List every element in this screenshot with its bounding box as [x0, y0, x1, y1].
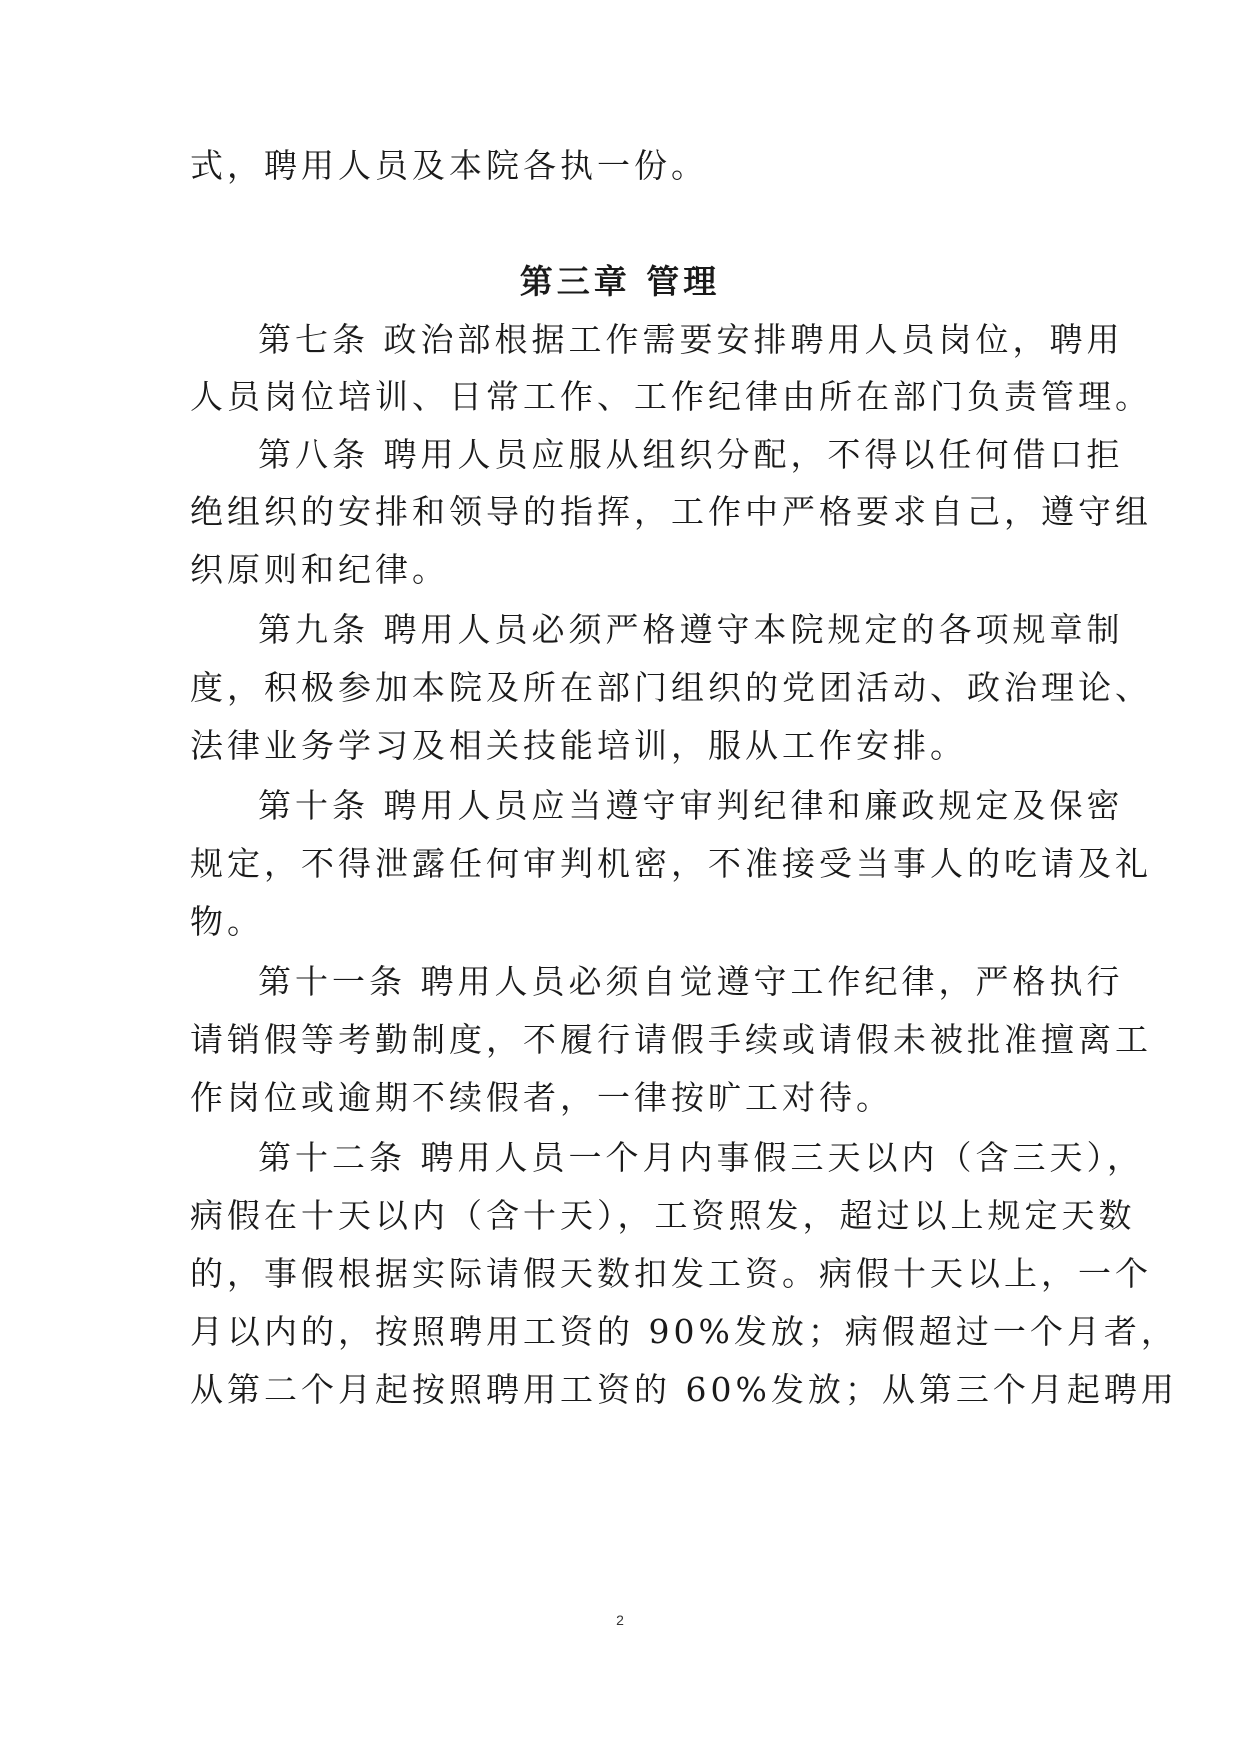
- text-line: 物。: [190, 902, 264, 941]
- text-line: 作岗位或逾期不续假者，一律按旷工对待。: [190, 1078, 893, 1117]
- text-line: 绝组织的安排和领导的指挥，工作中严格要求自己，遵守组: [190, 492, 1152, 531]
- text-line: 月以内的，按照聘用工资的 90%发放；病假超过一个月者，: [190, 1312, 1178, 1351]
- text-line: 式，聘用人员及本院各执一份。: [190, 146, 708, 185]
- text-line: 人员岗位培训、日常工作、工作纪律由所在部门负责管理。: [190, 377, 1152, 416]
- chapter-heading: 第三章 管理: [519, 262, 721, 301]
- page-number: 2: [616, 1612, 624, 1628]
- text-line: 规定，不得泄露任何审判机密，不准接受当事人的吃请及礼: [190, 844, 1152, 883]
- text-line: 第七条 政治部根据工作需要安排聘用人员岗位，聘用: [258, 320, 1124, 359]
- text-line: 从第二个月起按照聘用工资的 60%发放；从第三个月起聘用: [190, 1370, 1178, 1409]
- text-line: 织原则和纪律。: [190, 550, 449, 589]
- text-line: 度，积极参加本院及所在部门组织的党团活动、政治理论、: [190, 668, 1152, 707]
- text-line: 第八条 聘用人员应服从组织分配，不得以任何借口拒: [258, 435, 1124, 474]
- text-line: 第十条 聘用人员应当遵守审判纪律和廉政规定及保密: [258, 786, 1124, 825]
- text-line: 第十一条 聘用人员必须自觉遵守工作纪律，严格执行: [258, 962, 1124, 1001]
- text-line: 第九条 聘用人员必须严格遵守本院规定的各项规章制: [258, 610, 1124, 649]
- text-line: 法律业务学习及相关技能培训，服从工作安排。: [190, 726, 967, 765]
- text-line: 病假在十天以内（含十天），工资照发，超过以上规定天数: [190, 1196, 1136, 1235]
- text-line: 的，事假根据实际请假天数扣发工资。病假十天以上，一个: [190, 1254, 1152, 1293]
- text-line: 第十二条 聘用人员一个月内事假三天以内（含三天），: [258, 1138, 1144, 1177]
- text-line: 请销假等考勤制度，不履行请假手续或请假未被批准擅离工: [190, 1020, 1152, 1059]
